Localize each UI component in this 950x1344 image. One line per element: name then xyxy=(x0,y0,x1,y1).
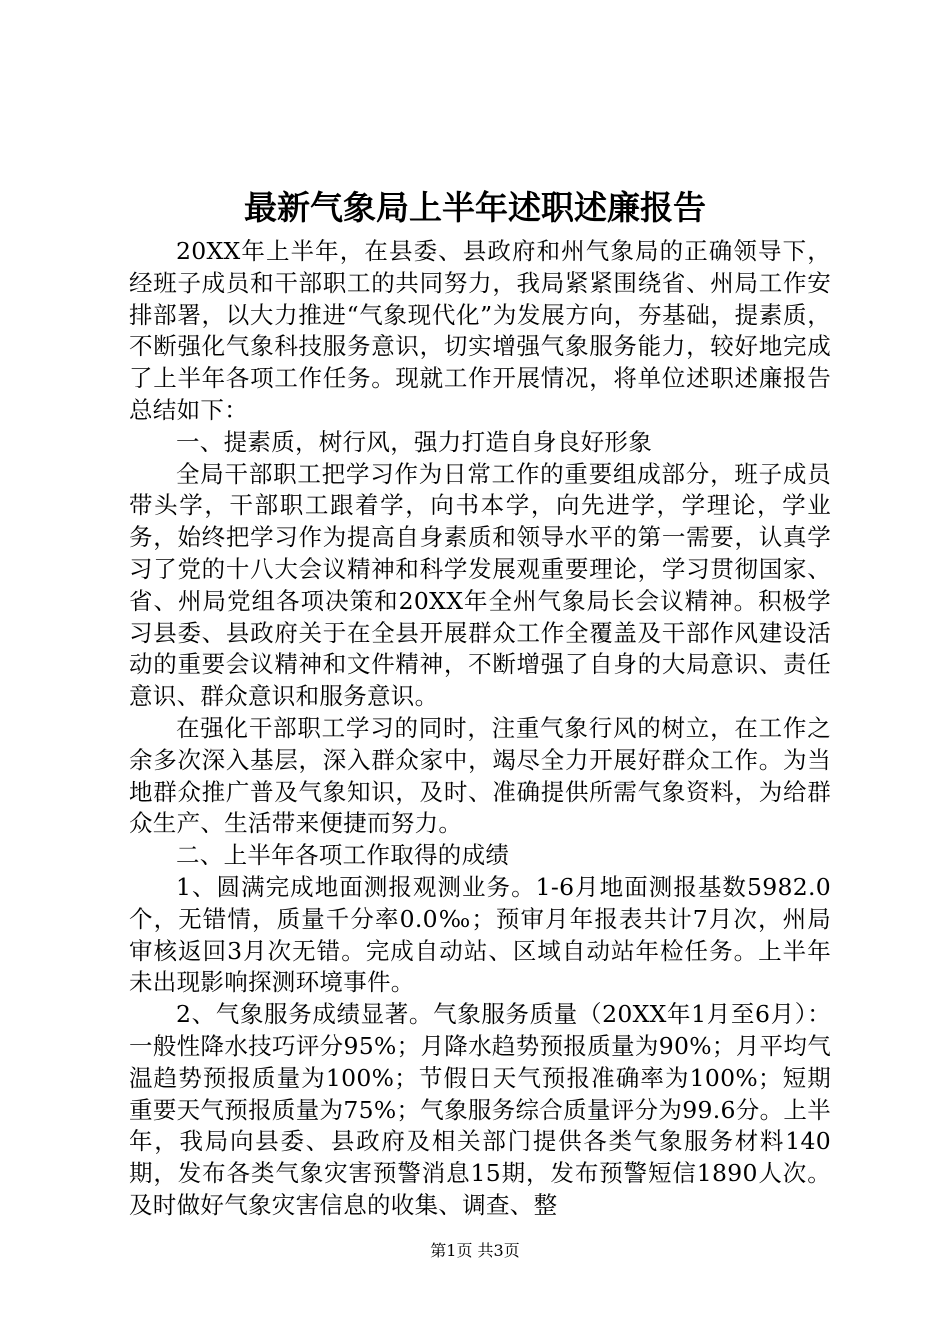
document-title: 最新气象局上半年述职述廉报告 xyxy=(244,188,706,227)
paragraph-study: 全局干部职工把学习作为日常工作的重要组成部分，班子成员带头学，干部职工跟着学，向书本学，向先进学，学理论，学业务，始终把学习作为提高自身素质和领导水平的第一需要，认真学习了党的十八大会议精神和科学发展观重要理论，学习贯彻国家、省、州局党组各项决策和20XX年全州气象局长会议精神。积极学习县委、县政府关于在全县开展群众工作全覆盖及干部作风建设活动的重要会议精神和文件精神，不断增强了自身的大局意识、责任意识、群众意识和服务意识。 xyxy=(129,459,831,711)
section-heading-1: 一、提素质，树行风，强力打造自身良好形象 xyxy=(176,427,652,456)
paragraph-service: 2、气象服务成绩显著。气象服务质量（20XX年1月至6月）：一般性降水技巧评分95%；月降水趋势预报质量为90%；月平均气温趋势预报质量为100%；节假日天气预报准确率为100%；短期重要天气预报质量为75%；气象服务综合质量评分为99.6分。上半年，我局向县委、县政府及相关部门提供各类气象服务材料140期，发布各类气象灾害预警消息15期，发布预警短信1890人次。及时做好气象灾害信息的收集、调查、整 xyxy=(129,1000,831,1219)
page-footer: 第1页 共3页 xyxy=(430,1241,520,1260)
document-body xyxy=(129,236,831,1222)
paragraph-intro: 20XX年上半年，在县委、县政府和州气象局的正确领导下，经班子成员和干部职工的共同努力，我局紧紧围绕省、州局工作安排部署，以大力推进“气象现代化”为发展方向，夯基础，提素质，不断强化气象科技服务意识，切实增强气象服务能力，较好地完成了上半年各项工作任务。现就工作开展情况，将单位述职述廉报告总结如下： xyxy=(129,237,831,424)
section-heading-2: 二、上半年各项工作取得的成绩 xyxy=(176,841,510,870)
paragraph-observation: 1、圆满完成地面测报观测业务。1-6月地面测报基数5982.0个，无错情，质量千分率0.0‰；预审月年报表共计7月次，州局审核返回3月次无错。完成自动站、区域自动站年检任务。上半年未出现影响探测环境事件。 xyxy=(129,872,831,997)
paragraph-style: 在强化干部职工学习的同时，注重气象行风的树立，在工作之余多次深入基层，深入群众家中，竭尽全力开展好群众工作。为当地群众推广普及气象知识，及时、准确提供所需气象资料，为给群众生产、生活带来便捷而努力。 xyxy=(129,713,831,838)
